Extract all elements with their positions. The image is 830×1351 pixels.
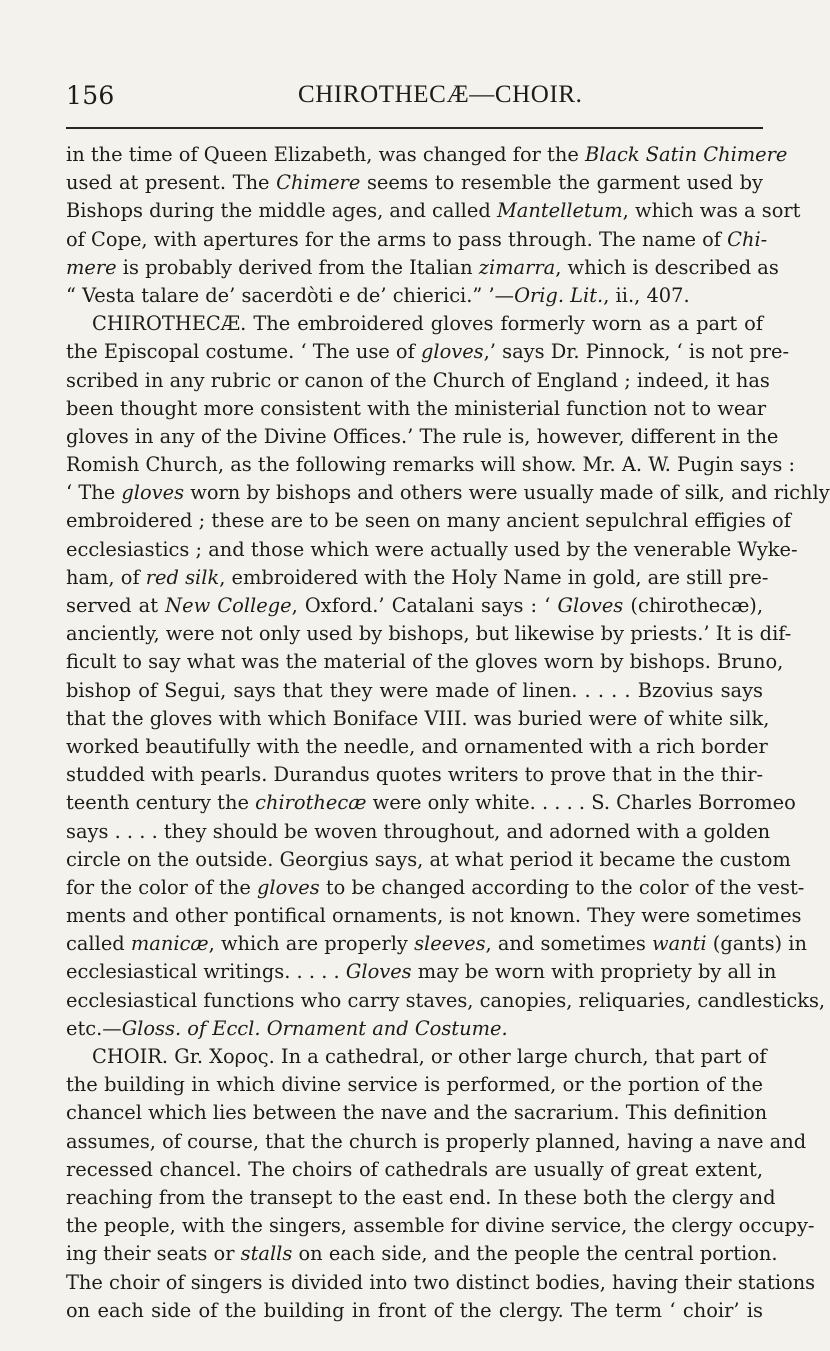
text-line: in the time of Queen Elizabeth, was changed for the Black Satin Chimere: [66, 143, 788, 166]
text-line: ments and other pontifical ornaments, is not known. They were sometimes: [66, 904, 802, 928]
text-line: of Cope, with apertures for the arms to pass through. The name of Chi-: [66, 227, 768, 251]
italic-span: wanti: [651, 932, 707, 956]
text-line: ‘ The gloves worn by bishops and others were usually made of silk, and richly: [66, 481, 830, 505]
text-line: anciently, were not only used by bishops, but likewise by priests.’ It is dif-: [66, 622, 792, 646]
italic-span: New College: [165, 594, 292, 617]
text-line: ecclesiastics ; and those which were actually used by the venerable Wyke-: [66, 537, 798, 561]
italic-span: Gloves: [557, 594, 624, 617]
text-line: ecclesiastical functions who carry staves, canopies, reliquaries, candlesticks,: [66, 988, 826, 1012]
text-line: ecclesiastical writings. . . . . Gloves may be worn with propriety by all in: [66, 960, 777, 984]
text-line: teenth century the chirothecæ were only white. . . . . S. Charles Borromeo: [66, 791, 796, 815]
italic-span: Orig. Lit.: [514, 283, 604, 307]
running-title: CHIROTHECÆ—CHOIR.: [298, 81, 583, 108]
italic-span: Gloves: [345, 960, 412, 984]
text-line: mere is probably derived from the Italian zimarra, which is described as: [66, 255, 779, 279]
text-line: been thought more consistent with the ministerial function not to wear: [66, 396, 767, 420]
text-line: bishop of Segui, says that they were made of linen. . . . . Bzovius says: [66, 678, 763, 702]
text-line: chancel which lies between the nave and the sacrarium. This definition: [66, 1101, 768, 1125]
text-line: ing their seats or stalls on each side, and the people the central portion.: [66, 1242, 778, 1266]
text-line: scribed in any rubric or canon of the Church of England ; indeed, it has: [66, 368, 770, 392]
text-line: embroidered ; these are to be seen on many ancient sepulchral effigies of: [66, 509, 791, 533]
italic-span: zimarra: [478, 255, 556, 279]
italic-span: gloves: [256, 875, 320, 899]
text-line: served at New College, Oxford.’ Catalani says : ‘ Gloves (chirothecæ),: [66, 594, 764, 617]
text-line: called manicæ, which are properly sleeves, and sometimes wanti (gants) in: [66, 932, 807, 956]
italic-span: chirothecæ: [255, 791, 367, 815]
italic-span: sleeves: [414, 932, 486, 956]
text-line: used at present. The Chimere seems to resemble the garment used by: [66, 171, 763, 195]
italic-span: red silk: [145, 565, 220, 589]
text-line: for the color of the gloves to be changed according to the color of the vest-: [66, 875, 805, 899]
text-line: CHIROTHECÆ. The embroidered gloves formerly worn as a part of: [92, 312, 763, 336]
italic-span: stalls: [240, 1242, 293, 1266]
italic-span: Chimere: [276, 171, 361, 195]
italic-span: gloves: [121, 481, 185, 505]
text-line: ham, of red silk, embroidered with the Holy Name in gold, are still pre-: [66, 565, 769, 589]
text-line: circle on the outside. Georgius says, at what period it became the custom: [66, 847, 791, 871]
text-line: worked beautifully with the needle, and ornamented with a rich border: [66, 734, 768, 758]
italic-span: Black Satin Chimere: [584, 143, 788, 166]
text-line: “ Vesta talare de’ sacerdòti e de’ chierici.” ’—Orig. Lit., ii., 407.: [66, 283, 690, 307]
text-line: recessed chancel. The choirs of cathedrals are usually of great extent,: [66, 1157, 763, 1181]
text-line: Bishops during the middle ages, and called Mantelletum, which was a sort: [66, 199, 801, 223]
text-line: says . . . . they should be woven throughout, and adorned with a golden: [66, 819, 771, 843]
text-line: etc.—Gloss. of Eccl. Ornament and Costume.: [66, 1016, 508, 1040]
text-line: the building in which divine service is performed, or the portion of the: [66, 1073, 763, 1097]
text-line: Romish Church, as the following remarks will show. Mr. A. W. Pugin says :: [66, 453, 795, 477]
text-line: gloves in any of the Divine Offices.’ The rule is, however, different in the: [66, 424, 779, 448]
text-line: assumes, of course, that the church is properly planned, having a nave and: [66, 1129, 807, 1153]
running-head: [66, 81, 766, 111]
italic-span: gloves: [420, 340, 484, 364]
text-line: on each side of the building in front of the clergy. The term ‘ choir’ is: [66, 1298, 763, 1322]
text-line: CHOIR. Gr. Χορος. In a cathedral, or other large church, that part of: [92, 1045, 767, 1068]
text-line: the people, with the singers, assemble for divine service, the clergy occupy-: [66, 1214, 815, 1238]
header-rule: [66, 127, 763, 129]
text-line: that the gloves with which Boniface VIII. was buried were of white silk,: [66, 706, 770, 730]
italic-span: mere: [66, 255, 117, 279]
text-line: The choir of singers is divided into two distinct bodies, having their stations: [66, 1270, 816, 1294]
text-line: the Episcopal costume. ‘ The use of gloves,’ says Dr. Pinnock, ‘ is not pre-: [66, 340, 790, 364]
text-line: reaching from the transept to the east end. In these both the clergy and: [66, 1185, 776, 1209]
italic-span: manicæ: [130, 932, 209, 956]
italic-span: Chi-: [727, 227, 768, 251]
body-text: [66, 141, 830, 1325]
italic-span: Gloss. of Eccl. Ornament and Costume.: [121, 1016, 508, 1040]
text-line: studded with pearls. Durandus quotes writers to prove that in the thir-: [66, 763, 764, 787]
page-number: 156: [66, 81, 115, 110]
italic-span: Mantelletum: [496, 199, 623, 223]
text-line: ficult to say what was the material of the gloves worn by bishops. Bruno,: [66, 650, 784, 674]
